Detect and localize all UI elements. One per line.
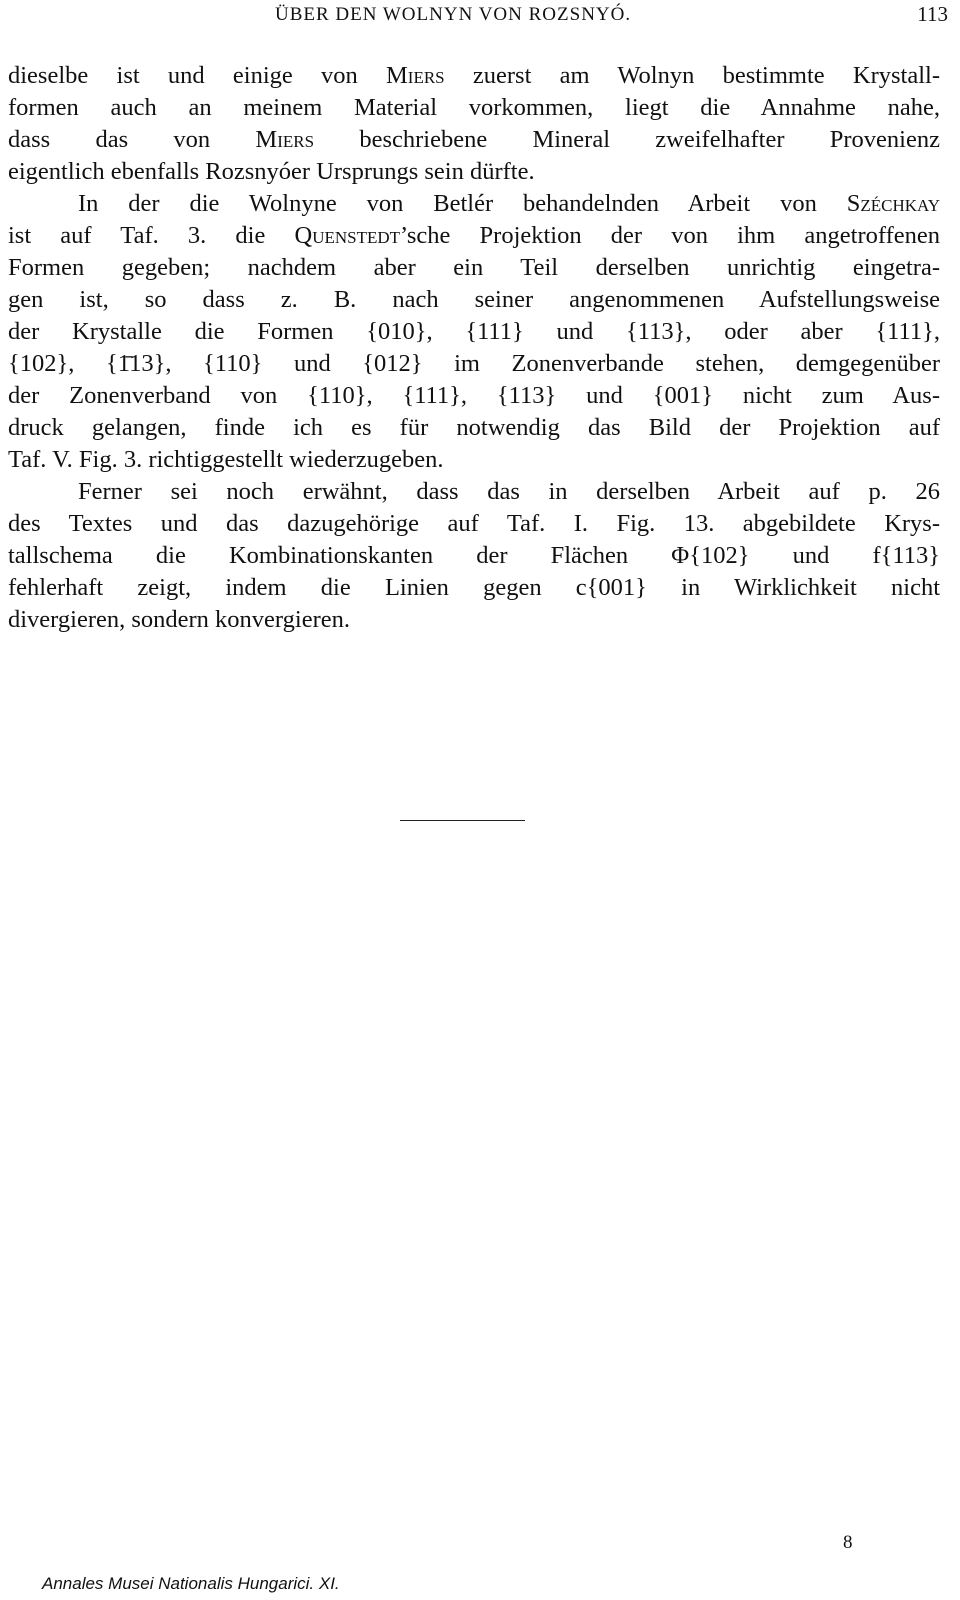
text-line: druck gelangen, finde ich es für notwendig das Bild der Projektion auf (8, 414, 940, 441)
text-line: {102}, {1̄13}, {110} und {012} im Zonenverbande stehen, demgegenüber (8, 350, 940, 377)
author-name: Miers (386, 62, 445, 89)
text-line: divergieren, sondern konvergieren. (8, 606, 350, 633)
text-line: der Zonenverband von {110}, {111}, {113} und {001} nicht zum Aus- (8, 382, 940, 409)
journal-footer: Annales Musei Nationalis Hungarici. XI. (42, 1574, 340, 1593)
text-line: tallschema die Kombinationskanten der Flächen Φ{102} und f{113} (8, 542, 940, 569)
text-line: Taf. V. Fig. 3. richtiggestellt wiederzugeben. (8, 446, 444, 473)
author-name: Miers (255, 126, 315, 153)
text-line: formen auch an meinem Material vorkommen, liegt die Annahme nahe, (8, 94, 940, 121)
text-line: dieselbe ist und einige von Miers zuerst am Wolnyn bestimmte Krystall- (8, 62, 940, 89)
text-line: ist auf Taf. 3. die Quenstedt’sche Projektion der von ihm angetroffenen (8, 222, 940, 249)
paragraph-start-line: Ferner sei noch erwähnt, dass das in derselben Arbeit auf p. 26 (78, 478, 940, 505)
page-number: 113 (917, 2, 948, 26)
text-line: fehlerhaft zeigt, indem die Linien gegen c{001} in Wirklichkeit nicht (8, 574, 940, 601)
page-header (0, 2, 948, 32)
signature-mark: 8 (843, 1532, 853, 1553)
section-separator (400, 820, 525, 821)
running-title: ÜBER DEN WOLNYN VON ROZSNYÓ. (275, 4, 632, 25)
author-name: Quenstedt (294, 222, 401, 249)
text-line: gen ist, so dass z. B. nach seiner angenommenen Aufstellungsweise (8, 286, 940, 313)
text-line: des Textes und das dazugehörige auf Taf. I. Fig. 13. abgebildete Krys- (8, 510, 940, 537)
paragraph-start-line: In der die Wolnyne von Betlér behandelnden Arbeit von Széchkay (78, 190, 940, 217)
text-line: Formen gegeben; nachdem aber ein Teil derselben unrichtig eingetra- (8, 254, 940, 281)
text-line: dass das von Miers beschriebene Mineral zweifelhafter Provenienz (8, 126, 940, 153)
text-line: der Krystalle die Formen {010}, {111} und {113}, oder aber {111}, (8, 318, 940, 345)
author-name: Széchkay (846, 190, 940, 217)
body-text (8, 60, 940, 636)
text-line: eigentlich ebenfalls Rozsnyóer Ursprungs sein dürfte. (8, 158, 535, 185)
